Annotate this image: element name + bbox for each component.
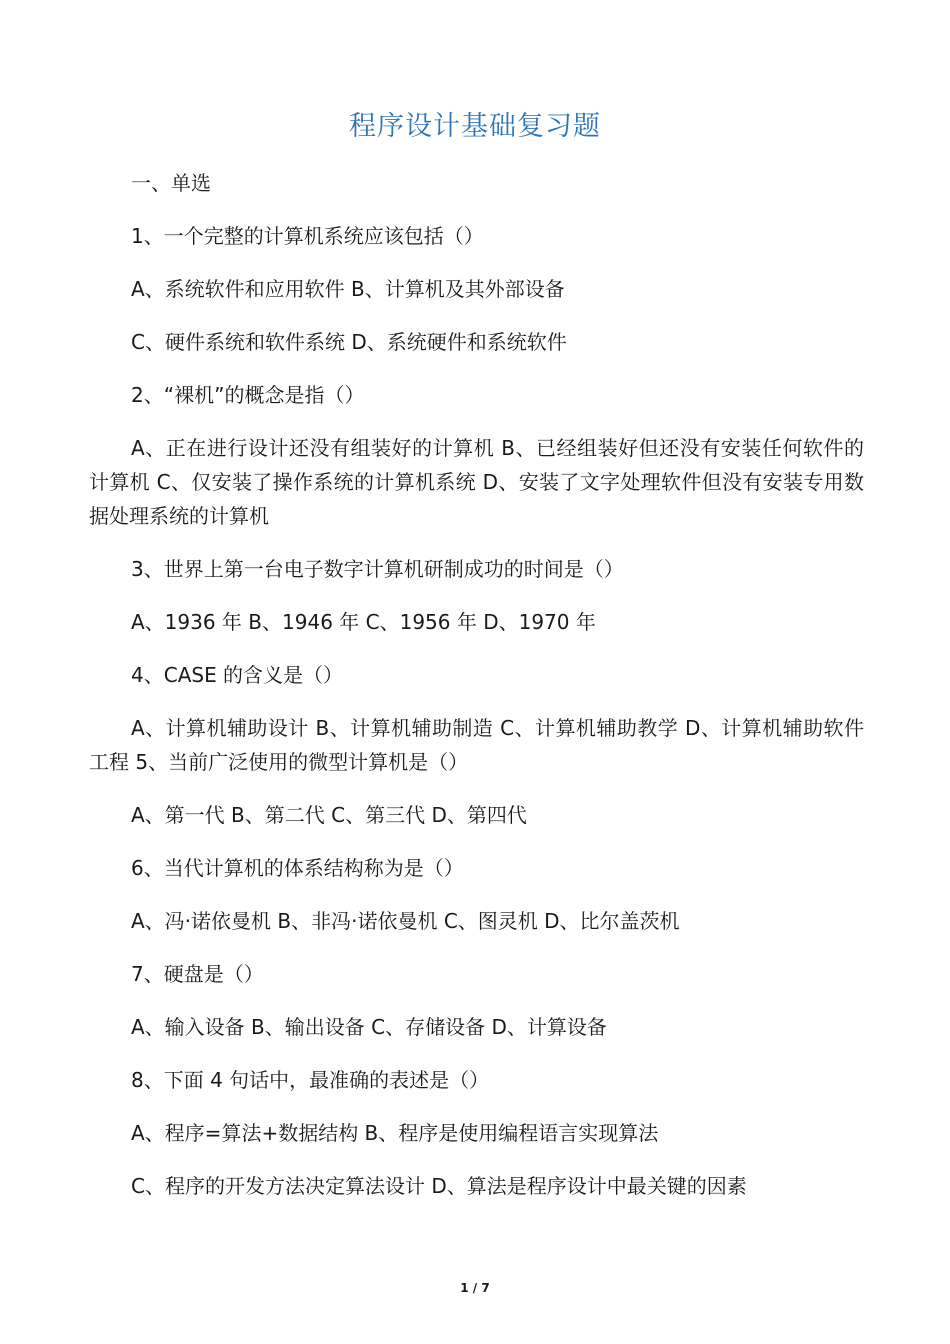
question-6-options: A、冯·诺依曼机 B、非冯·诺依曼机 C、图灵机 D、比尔盖茨机 (131, 909, 680, 933)
section-heading: 一、单选 (131, 171, 211, 195)
question-1: 1、一个完整的计算机系统应该包括（） (131, 224, 484, 248)
question-3: 3、世界上第一台电子数字计算机研制成功的时间是（） (131, 557, 624, 581)
page-number: 1 / 7 (460, 1281, 490, 1295)
question-1-options-cd: C、硬件系统和软件系统 D、系统硬件和系统软件 (131, 330, 567, 354)
question-6: 6、当代计算机的体系结构称为是（） (131, 856, 464, 880)
question-8-options-ab: A、程序=算法+数据结构 B、程序是使用编程语言实现算法 (131, 1121, 659, 1145)
question-1-options-ab: A、系统软件和应用软件 B、计算机及其外部设备 (131, 277, 565, 301)
question-2: 2、“裸机”的概念是指（） (131, 383, 365, 407)
document-body (89, 166, 864, 1222)
question-7: 7、硬盘是（） (131, 962, 264, 986)
question-8-options-cd: C、程序的开发方法决定算法设计 D、算法是程序设计中最关键的因素 (131, 1174, 747, 1198)
question-7-options: A、输入设备 B、输出设备 C、存储设备 D、计算设备 (131, 1015, 607, 1039)
question-2-options: A、正在进行设计还没有组装好的计算机 B、已经组装好但还没有安装任何软件的计算机 C、仅安装了操作系统的计算机系统 D、安装了文字处理软件但没有安装专用数据处理系统的计算机 (89, 436, 864, 528)
question-3-options: A、1936 年 B、1946 年 C、1956 年 D、1970 年 (131, 610, 596, 634)
question-4: 4、CASE 的含义是（） (131, 663, 344, 687)
question-4-options-and-question-5: A、计算机辅助设计 B、计算机辅助制造 C、计算机辅助教学 D、计算机辅助软件工程 5、当前广泛使用的微型计算机是（） (89, 716, 864, 774)
document-title: 程序设计基础复习题 (349, 111, 601, 142)
question-5-options: A、第一代 B、第二代 C、第三代 D、第四代 (131, 803, 527, 827)
question-8: 8、下面 4 句话中，最准确的表述是（） (131, 1068, 490, 1092)
